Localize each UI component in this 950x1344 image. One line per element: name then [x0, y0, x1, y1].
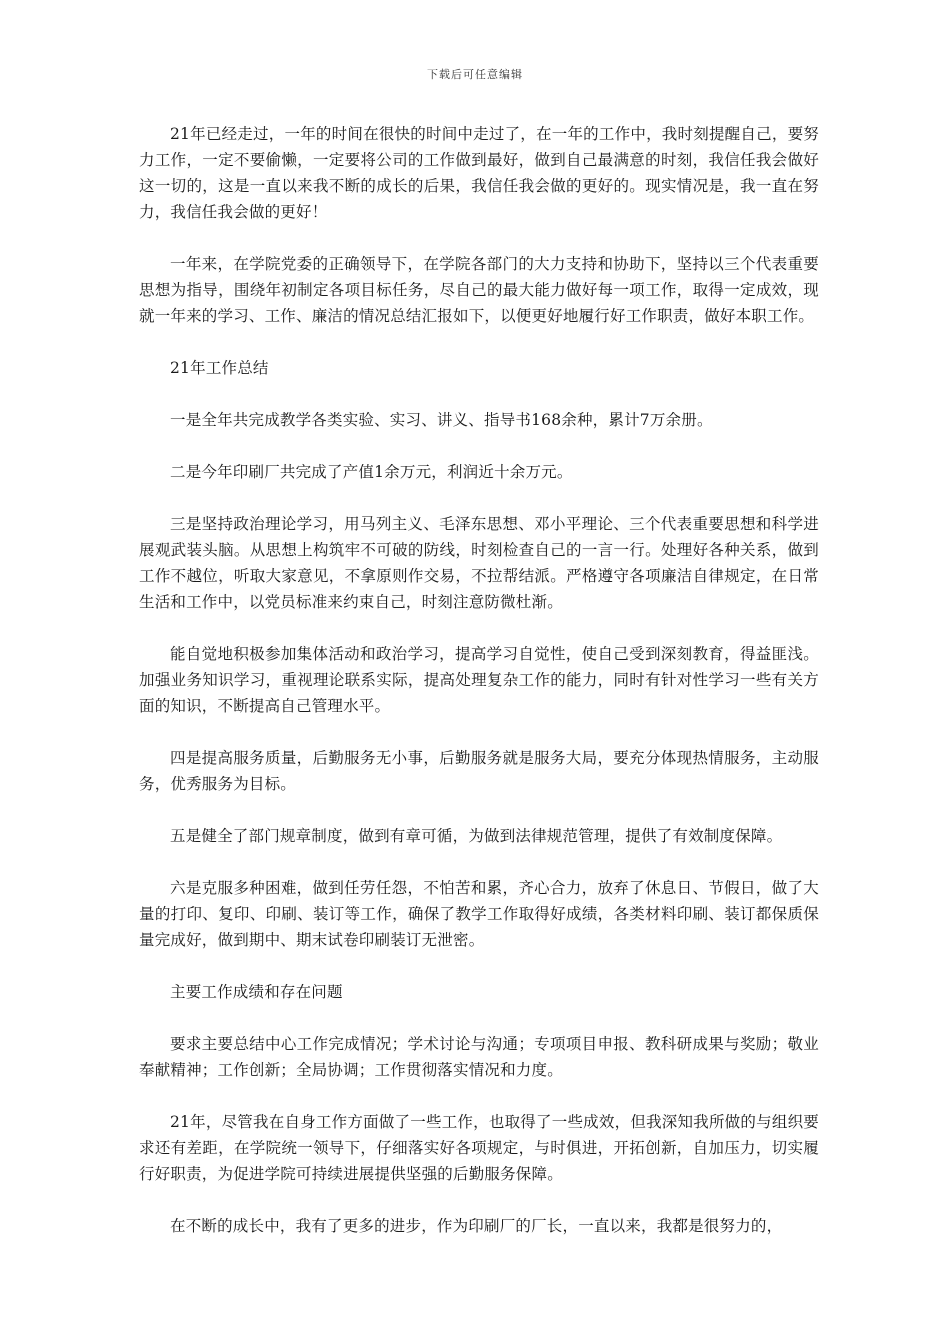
paragraph-item-3: 三是坚持政治理论学习，用马列主义、毛泽东思想、邓小平理论、三个代表重要思想和科学进展观武装头脑。从思想上构筑牢不可破的防线，时刻检查自己的一言一行。处理好各种关系，做到工作不越位，听取大家意见，不拿原则作交易，不拉帮结派。严格遵守各项廉洁自律规定，在日常生活和工作中，以党员标准来约束自己，时刻注意防微杜渐。 — [139, 515, 819, 611]
document-body — [139, 121, 819, 1265]
paragraph-closing: 在不断的成长中，我有了更多的进步，作为印刷厂的厂长，一直以来，我都是很努力的， — [170, 1217, 783, 1235]
paragraph-intro: 21年已经走过，一年的时间在很快的时间中走过了，在一年的工作中，我时刻提醒自己，要努力工作，一定不要偷懒，一定要将公司的工作做到最好，做到自己最满意的时刻，我信任我会做好这一切的，这是一直以来我不断的成长的后果，我信任我会做的更好的。现实情况是，我一直在努力，我信任我会做的更好！ — [139, 125, 819, 221]
paragraph-item-5: 五是健全了部门规章制度，做到有章可循，为做到法律规范管理，提供了有效制度保障。 — [170, 827, 783, 845]
page-header: 下载后可任意编辑 — [427, 68, 523, 81]
paragraph-reflection: 21年，尽管我在自身工作方面做了一些工作，也取得了一些成效，但我深知我所做的与组织要求还有差距，在学院统一领导下，仔细落实好各项规定，与时俱进，开拓创新，自加压力，切实履行好职责，为促进学院可持续进展提供坚强的后勤服务保障。 — [139, 1113, 819, 1183]
section-heading-achievements: 主要工作成绩和存在问题 — [170, 983, 343, 1001]
paragraph-overview: 一年来，在学院党委的正确领导下，在学院各部门的大力支持和协助下，坚持以三个代表重要思想为指导，围绕年初制定各项目标任务，尽自己的最大能力做好每一项工作，取得一定成效，现就一年来的学习、工作、廉洁的情况总结汇报如下，以便更好地履行好工作职责，做好本职工作。 — [139, 255, 819, 325]
section-heading-summary: 21年工作总结 — [170, 359, 269, 377]
paragraph-item-6: 六是克服多种困难，做到任劳任怨，不怕苦和累，齐心合力，放弃了休息日、节假日，做了大量的打印、复印、印刷、装订等工作，确保了教学工作取得好成绩，各类材料印刷、装订都保质保量完成好，做到期中、期末试卷印刷装订无泄密。 — [139, 879, 819, 949]
paragraph-item-4: 四是提高服务质量，后勤服务无小事，后勤服务就是服务大局，要充分体现热情服务，主动服务，优秀服务为目标。 — [139, 749, 819, 793]
paragraph-requirements: 要求主要总结中心工作完成情况；学术讨论与沟通；专项项目申报、教科研成果与奖励；敬业奉献精神；工作创新；全局协调；工作贯彻落实情况和力度。 — [139, 1035, 819, 1079]
paragraph-item-2: 二是今年印刷厂共完成了产值1余万元，利润近十余万元。 — [170, 463, 573, 481]
paragraph-study: 能自觉地积极参加集体活动和政治学习，提高学习自觉性，使自己受到深刻教育，得益匪浅。加强业务知识学习，重视理论联系实际，提高处理复杂工作的能力，同时有针对性学习一些有关方面的知识，不断提高自己管理水平。 — [139, 645, 819, 715]
paragraph-item-1: 一是全年共完成教学各类实验、实习、讲义、指导书168余种，累计7万余册。 — [170, 411, 713, 429]
